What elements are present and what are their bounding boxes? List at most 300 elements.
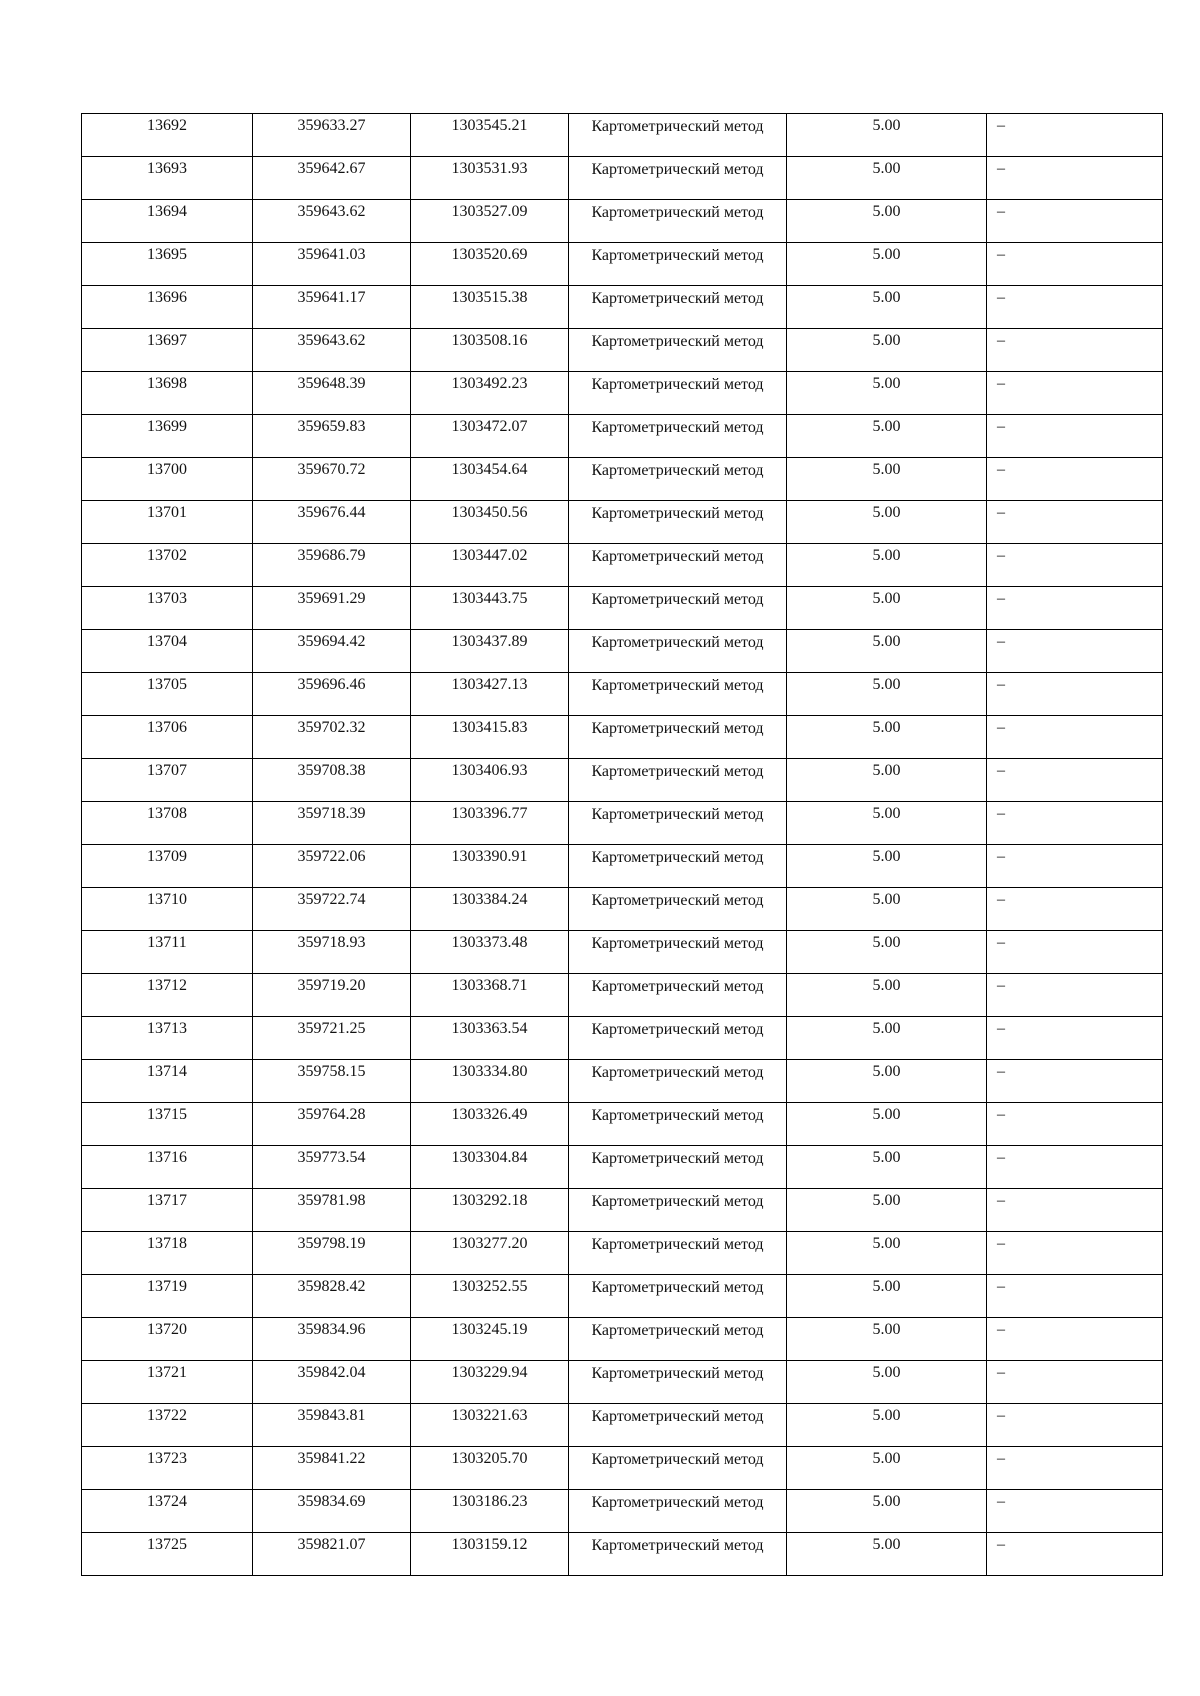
y-coordinate-cell xyxy=(411,157,569,200)
table-row xyxy=(82,1017,1163,1060)
note-cell-text: – xyxy=(997,547,1005,564)
table-row xyxy=(82,415,1163,458)
point-number-cell-text: 13711 xyxy=(147,934,187,951)
y-coordinate-cell xyxy=(411,114,569,157)
note-cell-text: – xyxy=(997,1493,1005,1510)
x-coordinate-cell-text: 359691.29 xyxy=(297,590,366,607)
x-coordinate-cell-text: 359696.46 xyxy=(297,676,366,693)
x-coordinate-cell-text: 359641.03 xyxy=(297,246,366,263)
coordinates-table xyxy=(81,113,1163,1576)
point-number-cell xyxy=(82,974,253,1017)
method-cell xyxy=(569,157,787,200)
point-number-cell-text: 13725 xyxy=(147,1536,187,1553)
method-cell-text: Картометрический метод xyxy=(591,376,764,393)
note-cell-text: – xyxy=(997,375,1005,392)
y-coordinate-cell-text: 1303454.64 xyxy=(451,461,528,478)
accuracy-cell-text: 5.00 xyxy=(872,1407,901,1424)
note-cell-text: – xyxy=(997,289,1005,306)
note-cell-text: – xyxy=(997,805,1005,822)
x-coordinate-cell xyxy=(253,200,411,243)
y-coordinate-cell-text: 1303520.69 xyxy=(451,246,528,263)
note-cell xyxy=(987,759,1163,802)
method-cell xyxy=(569,587,787,630)
point-number-cell-text: 13705 xyxy=(147,676,187,693)
x-coordinate-cell-text: 359798.19 xyxy=(297,1235,366,1252)
point-number-cell-text: 13696 xyxy=(147,289,187,306)
accuracy-cell xyxy=(787,372,987,415)
point-number-cell xyxy=(82,1060,253,1103)
y-coordinate-cell xyxy=(411,845,569,888)
note-cell xyxy=(987,931,1163,974)
method-cell xyxy=(569,243,787,286)
point-number-cell xyxy=(82,1533,253,1576)
y-coordinate-cell xyxy=(411,888,569,931)
method-cell xyxy=(569,759,787,802)
note-cell-text: – xyxy=(997,246,1005,263)
x-coordinate-cell xyxy=(253,329,411,372)
note-cell xyxy=(987,415,1163,458)
point-number-cell-text: 13708 xyxy=(147,805,187,822)
accuracy-cell-text: 5.00 xyxy=(872,1020,901,1037)
note-cell-text: – xyxy=(997,1149,1005,1166)
note-cell xyxy=(987,1103,1163,1146)
note-cell-text: – xyxy=(997,848,1005,865)
note-cell xyxy=(987,716,1163,759)
method-cell-text: Картометрический метод xyxy=(591,1150,764,1167)
x-coordinate-cell-text: 359773.54 xyxy=(297,1149,366,1166)
accuracy-cell xyxy=(787,1361,987,1404)
method-cell-text: Картометрический метод xyxy=(591,634,764,651)
point-number-cell xyxy=(82,888,253,931)
point-number-cell xyxy=(82,415,253,458)
accuracy-cell xyxy=(787,759,987,802)
table-row xyxy=(82,630,1163,673)
accuracy-cell-text: 5.00 xyxy=(872,1149,901,1166)
point-number-cell xyxy=(82,845,253,888)
note-cell-text: – xyxy=(997,934,1005,951)
y-coordinate-cell xyxy=(411,1447,569,1490)
point-number-cell-text: 13719 xyxy=(147,1278,187,1295)
method-cell-text: Картометрический метод xyxy=(591,290,764,307)
note-cell-text: – xyxy=(997,203,1005,220)
method-cell-text: Картометрический метод xyxy=(591,118,764,135)
accuracy-cell-text: 5.00 xyxy=(872,590,901,607)
note-cell-text: – xyxy=(997,1407,1005,1424)
y-coordinate-cell-text: 1303334.80 xyxy=(451,1063,528,1080)
y-coordinate-cell-text: 1303415.83 xyxy=(451,719,528,736)
point-number-cell xyxy=(82,1275,253,1318)
method-cell xyxy=(569,329,787,372)
table-row xyxy=(82,1146,1163,1189)
x-coordinate-cell xyxy=(253,759,411,802)
method-cell-text: Картометрический метод xyxy=(591,806,764,823)
x-coordinate-cell-text: 359721.25 xyxy=(297,1020,366,1037)
method-cell xyxy=(569,1017,787,1060)
accuracy-cell-text: 5.00 xyxy=(872,676,901,693)
point-number-cell xyxy=(82,931,253,974)
y-coordinate-cell xyxy=(411,1060,569,1103)
accuracy-cell-text: 5.00 xyxy=(872,1063,901,1080)
x-coordinate-cell-text: 359686.79 xyxy=(297,547,366,564)
point-number-cell xyxy=(82,1017,253,1060)
point-number-cell-text: 13701 xyxy=(147,504,187,521)
table-row xyxy=(82,587,1163,630)
point-number-cell xyxy=(82,759,253,802)
y-coordinate-cell xyxy=(411,286,569,329)
y-coordinate-cell xyxy=(411,1361,569,1404)
x-coordinate-cell xyxy=(253,458,411,501)
method-cell-text: Картометрический метод xyxy=(591,505,764,522)
point-number-cell-text: 13693 xyxy=(147,160,187,177)
table-row xyxy=(82,1447,1163,1490)
point-number-cell xyxy=(82,1318,253,1361)
x-coordinate-cell-text: 359841.22 xyxy=(297,1450,366,1467)
table-row xyxy=(82,1103,1163,1146)
table-row xyxy=(82,931,1163,974)
x-coordinate-cell-text: 359643.62 xyxy=(297,332,366,349)
point-number-cell-text: 13716 xyxy=(147,1149,187,1166)
point-number-cell xyxy=(82,200,253,243)
point-number-cell xyxy=(82,372,253,415)
point-number-cell-text: 13699 xyxy=(147,418,187,435)
point-number-cell-text: 13692 xyxy=(147,117,187,134)
accuracy-cell xyxy=(787,1490,987,1533)
point-number-cell xyxy=(82,286,253,329)
accuracy-cell-text: 5.00 xyxy=(872,418,901,435)
x-coordinate-cell xyxy=(253,1146,411,1189)
y-coordinate-cell-text: 1303437.89 xyxy=(451,633,528,650)
y-coordinate-cell xyxy=(411,1232,569,1275)
method-cell-text: Картометрический метод xyxy=(591,1365,764,1382)
accuracy-cell-text: 5.00 xyxy=(872,1278,901,1295)
x-coordinate-cell-text: 359642.67 xyxy=(297,160,366,177)
note-cell-text: – xyxy=(997,461,1005,478)
accuracy-cell-text: 5.00 xyxy=(872,117,901,134)
y-coordinate-cell xyxy=(411,501,569,544)
point-number-cell xyxy=(82,802,253,845)
note-cell xyxy=(987,1533,1163,1576)
point-number-cell-text: 13722 xyxy=(147,1407,187,1424)
note-cell xyxy=(987,1017,1163,1060)
x-coordinate-cell xyxy=(253,630,411,673)
method-cell-text: Картометрический метод xyxy=(591,161,764,178)
accuracy-cell xyxy=(787,114,987,157)
accuracy-cell-text: 5.00 xyxy=(872,1493,901,1510)
note-cell-text: – xyxy=(997,590,1005,607)
accuracy-cell-text: 5.00 xyxy=(872,289,901,306)
note-cell xyxy=(987,1318,1163,1361)
x-coordinate-cell-text: 359758.15 xyxy=(297,1063,366,1080)
note-cell xyxy=(987,587,1163,630)
note-cell xyxy=(987,114,1163,157)
point-number-cell-text: 13717 xyxy=(147,1192,187,1209)
accuracy-cell xyxy=(787,544,987,587)
method-cell-text: Картометрический метод xyxy=(591,1064,764,1081)
accuracy-cell xyxy=(787,1318,987,1361)
method-cell xyxy=(569,1060,787,1103)
method-cell xyxy=(569,1447,787,1490)
note-cell-text: – xyxy=(997,1536,1005,1553)
table-row xyxy=(82,888,1163,931)
point-number-cell-text: 13718 xyxy=(147,1235,187,1252)
point-number-cell-text: 13709 xyxy=(147,848,187,865)
table-row xyxy=(82,1361,1163,1404)
y-coordinate-cell-text: 1303545.21 xyxy=(451,117,528,134)
accuracy-cell-text: 5.00 xyxy=(872,762,901,779)
table-row xyxy=(82,372,1163,415)
note-cell xyxy=(987,888,1163,931)
accuracy-cell xyxy=(787,1232,987,1275)
y-coordinate-cell xyxy=(411,1533,569,1576)
table-row xyxy=(82,1318,1163,1361)
table-row xyxy=(82,544,1163,587)
method-cell xyxy=(569,200,787,243)
accuracy-cell xyxy=(787,1017,987,1060)
table-row xyxy=(82,1060,1163,1103)
method-cell xyxy=(569,888,787,931)
note-cell-text: – xyxy=(997,160,1005,177)
table-row xyxy=(82,716,1163,759)
point-number-cell xyxy=(82,243,253,286)
method-cell xyxy=(569,1232,787,1275)
point-number-cell-text: 13703 xyxy=(147,590,187,607)
accuracy-cell-text: 5.00 xyxy=(872,547,901,564)
note-cell xyxy=(987,630,1163,673)
method-cell xyxy=(569,501,787,544)
accuracy-cell xyxy=(787,802,987,845)
point-number-cell xyxy=(82,501,253,544)
y-coordinate-cell xyxy=(411,974,569,1017)
point-number-cell xyxy=(82,673,253,716)
x-coordinate-cell-text: 359834.96 xyxy=(297,1321,366,1338)
method-cell xyxy=(569,1275,787,1318)
accuracy-cell xyxy=(787,458,987,501)
y-coordinate-cell xyxy=(411,329,569,372)
note-cell xyxy=(987,1404,1163,1447)
note-cell xyxy=(987,845,1163,888)
y-coordinate-cell xyxy=(411,1103,569,1146)
y-coordinate-cell-text: 1303186.23 xyxy=(451,1493,528,1510)
point-number-cell xyxy=(82,1232,253,1275)
point-number-cell xyxy=(82,716,253,759)
note-cell xyxy=(987,1361,1163,1404)
method-cell xyxy=(569,716,787,759)
point-number-cell xyxy=(82,1189,253,1232)
method-cell-text: Картометрический метод xyxy=(591,1408,764,1425)
point-number-cell xyxy=(82,157,253,200)
method-cell xyxy=(569,630,787,673)
method-cell xyxy=(569,1404,787,1447)
accuracy-cell-text: 5.00 xyxy=(872,203,901,220)
y-coordinate-cell-text: 1303472.07 xyxy=(451,418,528,435)
x-coordinate-cell xyxy=(253,544,411,587)
y-coordinate-cell-text: 1303205.70 xyxy=(451,1450,528,1467)
method-cell-text: Картометрический метод xyxy=(591,1451,764,1468)
accuracy-cell-text: 5.00 xyxy=(872,504,901,521)
y-coordinate-cell-text: 1303450.56 xyxy=(451,504,528,521)
accuracy-cell xyxy=(787,1447,987,1490)
y-coordinate-cell xyxy=(411,243,569,286)
point-number-cell-text: 13721 xyxy=(147,1364,187,1381)
note-cell xyxy=(987,1060,1163,1103)
y-coordinate-cell-text: 1303304.84 xyxy=(451,1149,528,1166)
x-coordinate-cell xyxy=(253,114,411,157)
accuracy-cell-text: 5.00 xyxy=(872,934,901,951)
note-cell-text: – xyxy=(997,633,1005,650)
note-cell-text: – xyxy=(997,1364,1005,1381)
x-coordinate-cell-text: 359648.39 xyxy=(297,375,366,392)
note-cell-text: – xyxy=(997,1450,1005,1467)
table-row xyxy=(82,1189,1163,1232)
note-cell-text: – xyxy=(997,117,1005,134)
x-coordinate-cell-text: 359718.93 xyxy=(297,934,366,951)
method-cell xyxy=(569,1490,787,1533)
y-coordinate-cell-text: 1303427.13 xyxy=(451,676,528,693)
method-cell-text: Картометрический метод xyxy=(591,1279,764,1296)
accuracy-cell-text: 5.00 xyxy=(872,1106,901,1123)
y-coordinate-cell xyxy=(411,931,569,974)
note-cell-text: – xyxy=(997,418,1005,435)
point-number-cell-text: 13707 xyxy=(147,762,187,779)
accuracy-cell xyxy=(787,888,987,931)
y-coordinate-cell-text: 1303384.24 xyxy=(451,891,528,908)
note-cell xyxy=(987,243,1163,286)
method-cell-text: Картометрический метод xyxy=(591,204,764,221)
accuracy-cell-text: 5.00 xyxy=(872,1450,901,1467)
method-cell xyxy=(569,286,787,329)
point-number-cell xyxy=(82,1146,253,1189)
x-coordinate-cell-text: 359708.38 xyxy=(297,762,366,779)
note-cell-text: – xyxy=(997,676,1005,693)
y-coordinate-cell xyxy=(411,1275,569,1318)
y-coordinate-cell-text: 1303277.20 xyxy=(451,1235,528,1252)
point-number-cell xyxy=(82,1447,253,1490)
x-coordinate-cell xyxy=(253,1017,411,1060)
note-cell xyxy=(987,1146,1163,1189)
y-coordinate-cell-text: 1303508.16 xyxy=(451,332,528,349)
y-coordinate-cell xyxy=(411,544,569,587)
x-coordinate-cell-text: 359633.27 xyxy=(297,117,366,134)
accuracy-cell xyxy=(787,931,987,974)
y-coordinate-cell-text: 1303326.49 xyxy=(451,1106,528,1123)
note-cell xyxy=(987,1189,1163,1232)
note-cell-text: – xyxy=(997,1192,1005,1209)
y-coordinate-cell xyxy=(411,716,569,759)
x-coordinate-cell xyxy=(253,243,411,286)
accuracy-cell-text: 5.00 xyxy=(872,461,901,478)
table-row xyxy=(82,157,1163,200)
x-coordinate-cell-text: 359702.32 xyxy=(297,719,366,736)
y-coordinate-cell xyxy=(411,1146,569,1189)
x-coordinate-cell-text: 359764.28 xyxy=(297,1106,366,1123)
accuracy-cell xyxy=(787,200,987,243)
accuracy-cell-text: 5.00 xyxy=(872,633,901,650)
point-number-cell-text: 13698 xyxy=(147,375,187,392)
y-coordinate-cell-text: 1303447.02 xyxy=(451,547,528,564)
x-coordinate-cell-text: 359843.81 xyxy=(297,1407,366,1424)
x-coordinate-cell-text: 359718.39 xyxy=(297,805,366,822)
note-cell xyxy=(987,1447,1163,1490)
note-cell-text: – xyxy=(997,762,1005,779)
x-coordinate-cell xyxy=(253,888,411,931)
point-number-cell-text: 13724 xyxy=(147,1493,187,1510)
x-coordinate-cell xyxy=(253,501,411,544)
accuracy-cell xyxy=(787,1146,987,1189)
y-coordinate-cell-text: 1303373.48 xyxy=(451,934,528,951)
method-cell xyxy=(569,458,787,501)
method-cell-text: Картометрический метод xyxy=(591,333,764,350)
coordinates-table-body xyxy=(82,114,1163,1576)
point-number-cell-text: 13704 xyxy=(147,633,187,650)
note-cell xyxy=(987,157,1163,200)
method-cell-text: Картометрический метод xyxy=(591,1193,764,1210)
method-cell xyxy=(569,802,787,845)
note-cell-text: – xyxy=(997,1106,1005,1123)
y-coordinate-cell xyxy=(411,1318,569,1361)
x-coordinate-cell xyxy=(253,415,411,458)
table-row xyxy=(82,329,1163,372)
note-cell xyxy=(987,458,1163,501)
x-coordinate-cell xyxy=(253,1404,411,1447)
table-row xyxy=(82,1490,1163,1533)
y-coordinate-cell-text: 1303443.75 xyxy=(451,590,528,607)
x-coordinate-cell xyxy=(253,974,411,1017)
y-coordinate-cell-text: 1303363.54 xyxy=(451,1020,528,1037)
accuracy-cell-text: 5.00 xyxy=(872,246,901,263)
method-cell xyxy=(569,1533,787,1576)
note-cell xyxy=(987,673,1163,716)
accuracy-cell xyxy=(787,1103,987,1146)
method-cell xyxy=(569,1189,787,1232)
method-cell xyxy=(569,1103,787,1146)
accuracy-cell xyxy=(787,1533,987,1576)
table-row xyxy=(82,286,1163,329)
note-cell-text: – xyxy=(997,504,1005,521)
y-coordinate-cell-text: 1303368.71 xyxy=(451,977,528,994)
x-coordinate-cell-text: 359828.42 xyxy=(297,1278,366,1295)
point-number-cell-text: 13700 xyxy=(147,461,187,478)
method-cell xyxy=(569,673,787,716)
point-number-cell-text: 13706 xyxy=(147,719,187,736)
accuracy-cell-text: 5.00 xyxy=(872,160,901,177)
y-coordinate-cell-text: 1303221.63 xyxy=(451,1407,528,1424)
note-cell xyxy=(987,329,1163,372)
note-cell-text: – xyxy=(997,977,1005,994)
x-coordinate-cell xyxy=(253,931,411,974)
method-cell-text: Картометрический метод xyxy=(591,892,764,909)
method-cell xyxy=(569,1318,787,1361)
note-cell-text: – xyxy=(997,1235,1005,1252)
point-number-cell-text: 13723 xyxy=(147,1450,187,1467)
method-cell-text: Картометрический метод xyxy=(591,419,764,436)
x-coordinate-cell xyxy=(253,1232,411,1275)
note-cell xyxy=(987,544,1163,587)
method-cell-text: Картометрический метод xyxy=(591,247,764,264)
x-coordinate-cell-text: 359781.98 xyxy=(297,1192,366,1209)
x-coordinate-cell xyxy=(253,372,411,415)
point-number-cell-text: 13694 xyxy=(147,203,187,220)
accuracy-cell-text: 5.00 xyxy=(872,891,901,908)
x-coordinate-cell xyxy=(253,286,411,329)
method-cell xyxy=(569,974,787,1017)
accuracy-cell-text: 5.00 xyxy=(872,1364,901,1381)
note-cell-text: – xyxy=(997,332,1005,349)
table-row xyxy=(82,802,1163,845)
method-cell xyxy=(569,114,787,157)
method-cell-text: Картометрический метод xyxy=(591,1322,764,1339)
point-number-cell-text: 13714 xyxy=(147,1063,187,1080)
accuracy-cell-text: 5.00 xyxy=(872,977,901,994)
